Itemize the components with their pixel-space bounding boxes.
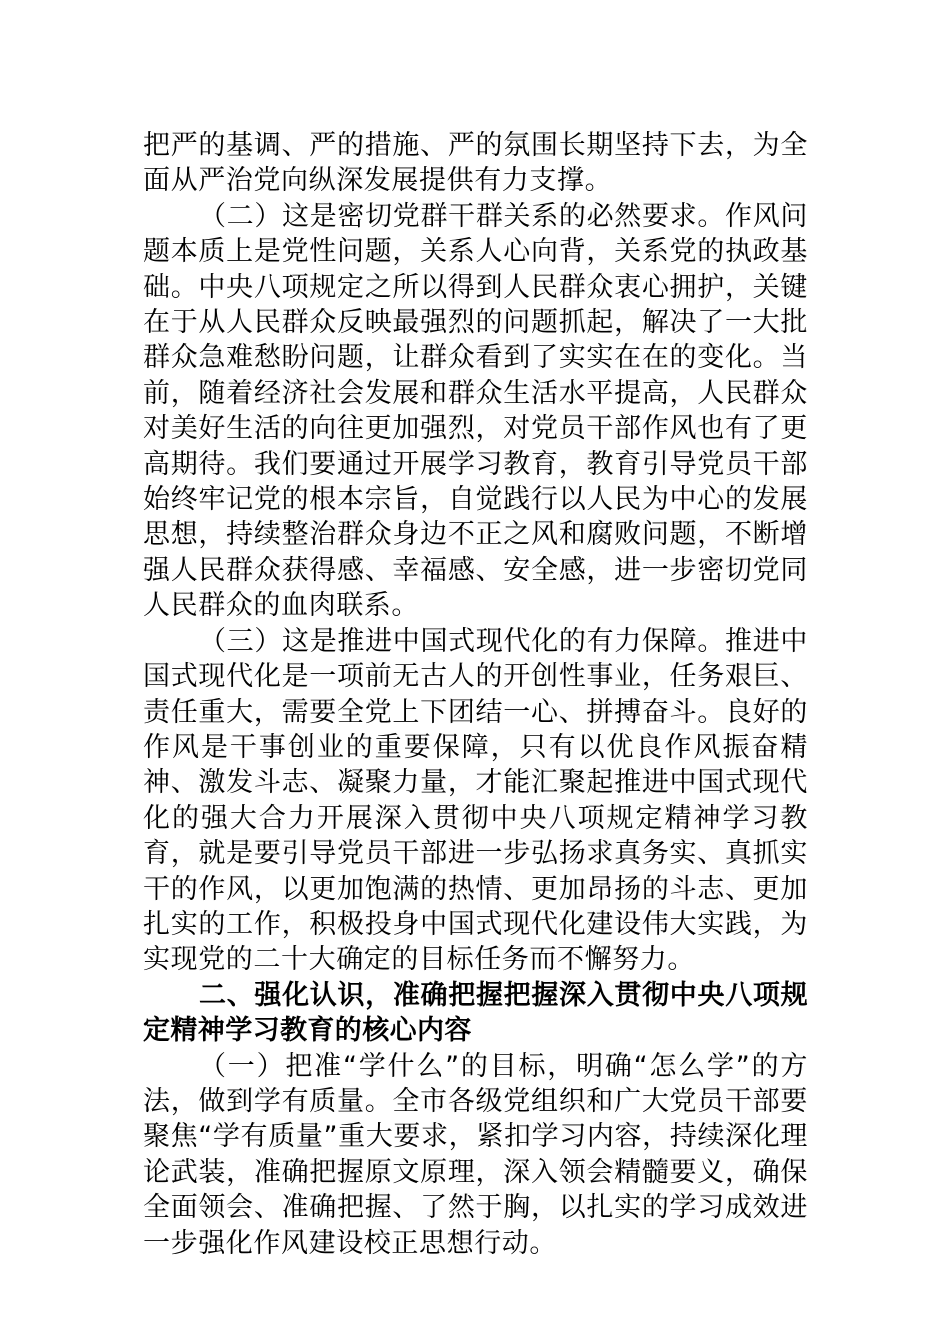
paragraph-continuation: 把严的基调、严的措施、严的氛围长期坚持下去，为全面从严治党向纵深发展提供有力支撑。: [143, 130, 808, 197]
document-body: [143, 128, 808, 1261]
section-heading-2: 二、强化认识，准确把握把握深入贯彻中央八项规定精神学习教育的核心内容: [143, 979, 808, 1047]
paragraph-section-1-2: （二）这是密切党群干群关系的必然要求。作风问题本质上是党性问题，关系人心向背，关系党的执政基础。中央八项规定之所以得到人民群众衷心拥护，关键在于从人民群众反映最强烈的问题抓起，解决了一大批群众急难愁盼问题，让群众看到了实实在在的变化。当前，随着经济社会发展和群众生活水平提高，人民群众对美好生活的向往更加强烈，对党员干部作风也有了更高期待。我们要通过开展学习教育，教育引导党员干部始终牢记党的根本宗旨，自觉践行以人民为中心的发展思想，持续整治群众身边不正之风和腐败问题，不断增强人民群众获得感、幸福感、安全感，进一步密切党同人民群众的血肉联系。: [143, 200, 808, 622]
paragraph-section-2-1: （一）把准“学什么”的目标，明确“怎么学”的方法，做到学有质量。全市各级党组织和广大党员干部要聚焦“学有质量”重大要求，紧扣学习内容，持续深化理论武装，准确把握原文原理，深入领会精髓要义，确保全面领会、准确把握、了然于胸，以扎实的学习成效进一步强化作风建设校正思想行动。: [143, 1050, 808, 1259]
paragraph-section-1-3: （三）这是推进中国式现代化的有力保障。推进中国式现代化是一项前无古人的开创性事业，任务艰巨、责任重大，需要全党上下团结一心、拼搏奋斗。良好的作风是干事创业的重要保障，只有以优良作风振奋精神、激发斗志、凝聚力量，才能汇聚起推进中国式现代化的强大合力开展深入贯彻中央八项规定精神学习教育，就是要引导党员干部进一步弘扬求真务实、真抓实干的作风，以更加饱满的热情、更加昂扬的斗志、更加扎实的工作，积极投身中国式现代化建设伟大实践，为实现党的二十大确定的目标任务而不懈努力。: [143, 625, 808, 976]
